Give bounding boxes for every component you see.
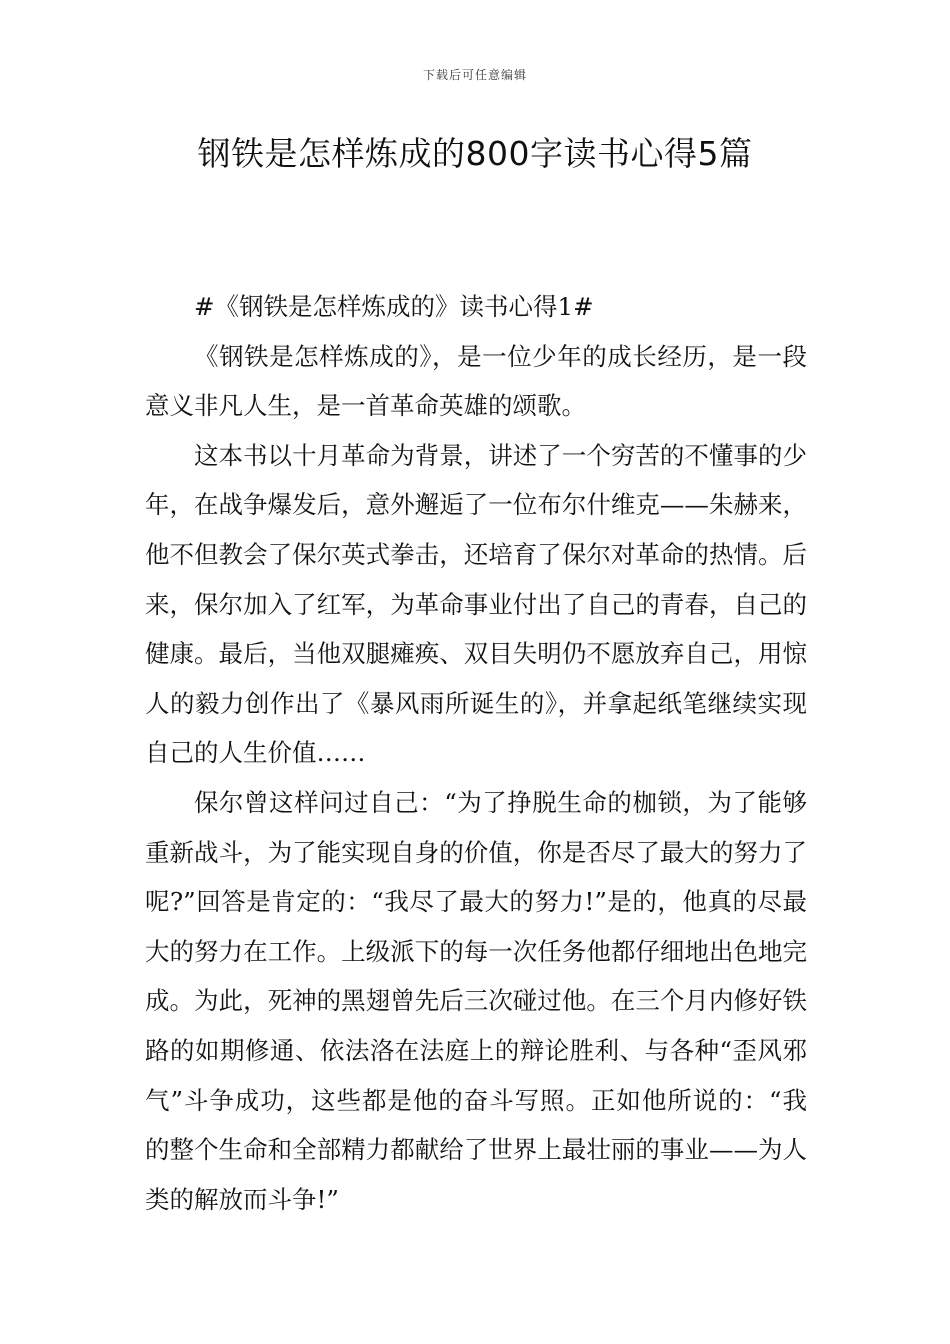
section-heading: #《钢铁是怎样炼成的》读书心得1# — [194, 292, 594, 321]
body-paragraph: 保尔曾这样问过自己：“为了挣脱生命的枷锁，为了能够重新战斗，为了能实现自身的价值，你是否尽了最大的努力了呢?”回答是肯定的：“我尽了最大的努力!”是的，他真的尽最大的努力在工作。上级派下的每一次任务他都仔细地出色地完成。为此，死神的黑翅曾先后三次碰过他。在三个月内修好铁路的如期修通、依法洛在法庭上的辩论胜利、与各种“歪风邪气”斗争成功，这些都是他的奋斗写照。正如他所说的：“我的整个生命和全部精力都献给了世界上最壮丽的事业——为人类的解放而斗争!” — [145, 787, 807, 1214]
body-paragraph: 《钢铁是怎样炼成的》，是一位少年的成长经历，是一段意义非凡人生，是一首革命英雄的颂歌。 — [145, 341, 807, 421]
header-note: 下载后可任意编辑 — [422, 68, 527, 82]
document-body — [145, 282, 807, 1224]
document-title: 钢铁是怎样炼成的800字读书心得5篇 — [197, 134, 753, 173]
body-paragraph: 这本书以十月革命为背景，讲述了一个穷苦的不懂事的少年，在战争爆发后，意外邂逅了一位布尔什维克——朱赫来，他不但教会了保尔英式拳击，还培育了保尔对革命的热情。后来，保尔加入了红军，为革命事业付出了自己的青春，自己的健康。最后，当他双腿瘫痪、双目失明仍不愿放弃自己，用惊人的毅力创作出了《暴风雨所诞生的》，并拿起纸笔继续实现自己的人生价值…… — [145, 440, 807, 768]
